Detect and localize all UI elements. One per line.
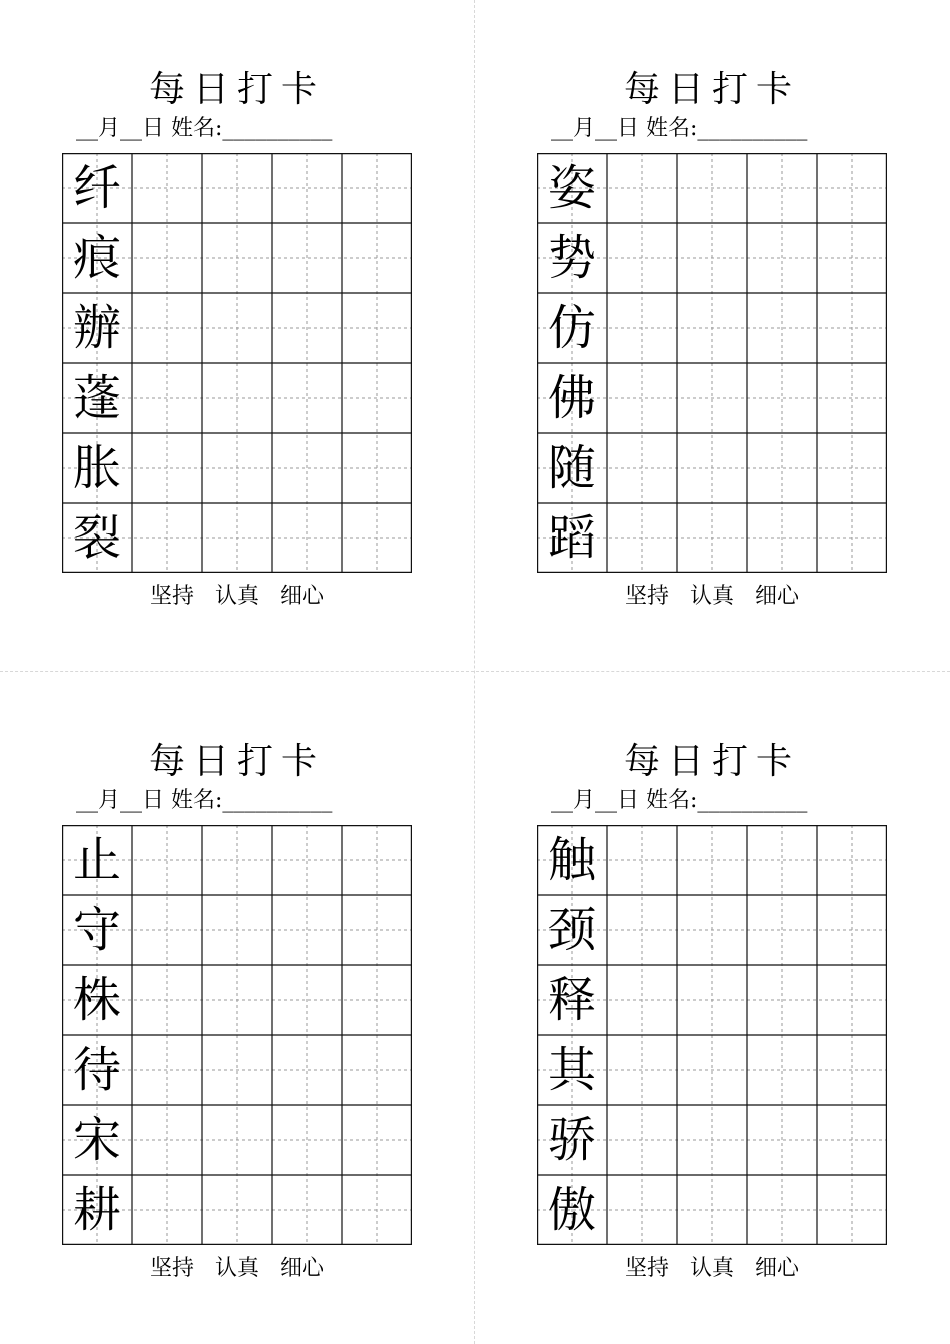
sample-character: 纤 xyxy=(72,160,121,216)
sample-character: 止 xyxy=(72,832,121,888)
sample-character: 姿 xyxy=(547,160,596,216)
practice-card-1 xyxy=(0,0,474,671)
practice-grid xyxy=(537,153,887,573)
sample-character: 宋 xyxy=(72,1112,121,1168)
motto: 坚持 认真 细心 xyxy=(625,584,799,609)
card-title: 每日打卡 xyxy=(623,69,800,110)
sample-character: 裂 xyxy=(72,510,121,566)
practice-card-4 xyxy=(475,672,949,1343)
sample-character: 待 xyxy=(72,1042,121,1098)
practice-card-3 xyxy=(0,672,474,1343)
sample-character: 蹈 xyxy=(547,510,596,566)
sample-character: 痕 xyxy=(72,230,121,286)
motto: 坚持 认真 细心 xyxy=(625,1256,799,1281)
card-title: 每日打卡 xyxy=(148,69,325,110)
sample-character: 蓬 xyxy=(72,370,121,426)
card-title: 每日打卡 xyxy=(623,741,800,782)
sample-character: 守 xyxy=(72,902,121,958)
sample-character: 颈 xyxy=(547,902,596,958)
motto: 坚持 认真 细心 xyxy=(150,1256,324,1281)
date-name-line: __月__日 姓名:__________ xyxy=(551,116,808,141)
practice-grid xyxy=(62,825,412,1245)
practice-grid xyxy=(537,825,887,1245)
card-title: 每日打卡 xyxy=(148,741,325,782)
sample-character: 释 xyxy=(547,972,596,1028)
sample-character: 骄 xyxy=(547,1112,596,1168)
motto: 坚持 认真 细心 xyxy=(150,584,324,609)
sample-character: 辦 xyxy=(72,300,121,356)
sample-character: 势 xyxy=(547,230,596,286)
sample-character: 胀 xyxy=(72,440,121,496)
sample-character: 其 xyxy=(547,1042,596,1098)
sample-character: 傲 xyxy=(547,1182,596,1238)
sample-character: 触 xyxy=(547,832,596,888)
date-name-line: __月__日 姓名:__________ xyxy=(76,788,333,813)
sample-character: 耕 xyxy=(72,1182,121,1238)
sample-character: 株 xyxy=(72,972,121,1028)
sample-character: 佛 xyxy=(547,370,596,426)
date-name-line: __月__日 姓名:__________ xyxy=(551,788,808,813)
practice-card-2 xyxy=(475,0,949,671)
date-name-line: __月__日 姓名:__________ xyxy=(76,116,333,141)
sample-character: 随 xyxy=(547,440,596,496)
sample-character: 仿 xyxy=(547,300,596,356)
practice-grid xyxy=(62,153,412,573)
